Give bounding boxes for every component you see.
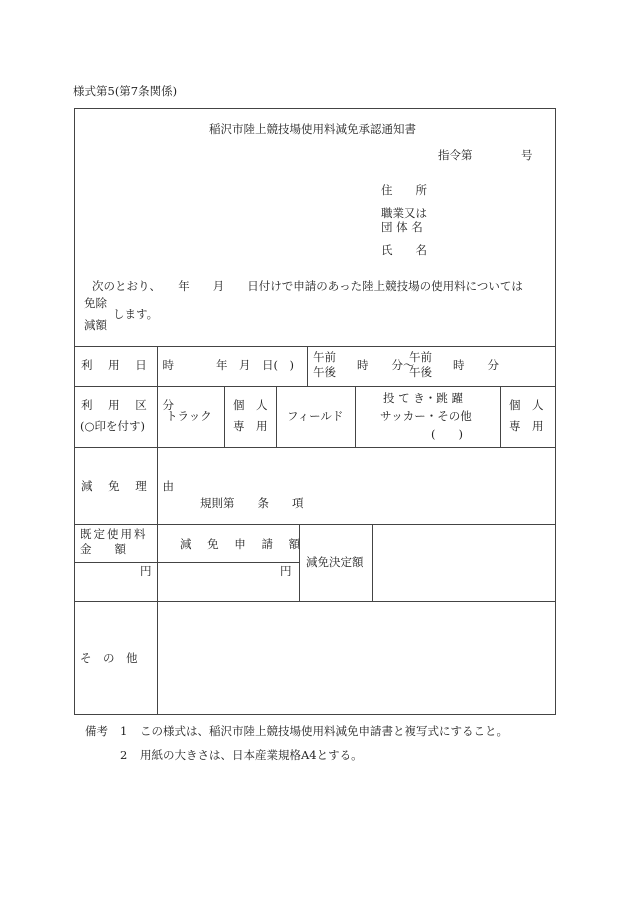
reference-suffix: 号	[521, 148, 533, 162]
pm-label-2: 午後	[409, 365, 432, 379]
exempt-option: 免除	[84, 296, 107, 310]
address-label: 住 所	[381, 183, 427, 197]
column-divider	[307, 346, 308, 386]
column-divider	[372, 524, 373, 601]
pm-label: 午後	[313, 365, 336, 379]
divider	[74, 524, 556, 525]
column-divider	[500, 386, 501, 447]
track-option: トラック	[166, 409, 212, 423]
standard-fee-label: 既定使用料	[80, 527, 148, 541]
rule-reference: 規則第 条 項	[200, 496, 304, 510]
soccer-other-option: サッカー・その他	[380, 409, 472, 423]
reduce-option: 減額	[84, 318, 107, 332]
decided-reduction-label: 減免決定額	[306, 555, 364, 569]
requested-reduction-label: 減 免 申 請 額	[180, 537, 307, 551]
amount-label: 金 額	[80, 542, 126, 556]
mark-instruction: (○印を付す)	[80, 419, 146, 433]
exclusive-option: 専 用	[233, 419, 268, 433]
divider	[74, 447, 556, 448]
column-divider	[276, 386, 277, 447]
personal-option-2: 個 人	[509, 398, 544, 412]
am-label: 午前	[313, 350, 336, 364]
notice-title: 稲沢市陸上競技場使用料減免承認通知書	[209, 122, 416, 136]
remark-1: この様式は、稲沢市陸上競技場使用料減免申請書と複写式にすること。	[140, 724, 508, 738]
organization-label: 団 体 名	[381, 220, 423, 234]
exclusive-option-2: 専 用	[509, 419, 544, 433]
column-divider	[355, 386, 356, 447]
remark-number-2: 2	[120, 748, 128, 762]
yen-unit-2: 円	[280, 564, 292, 578]
divider	[74, 386, 556, 387]
notice-body: 次のとおり、 年 月 日付けで申請のあった陸上競技場の使用料については	[92, 279, 523, 293]
divider	[74, 562, 299, 563]
time-from: 時 分〜	[357, 358, 415, 372]
reference-prefix: 指令第	[438, 148, 473, 162]
column-divider	[224, 386, 225, 447]
name-label: 氏 名	[381, 243, 427, 257]
remarks-heading: 備考	[85, 724, 108, 738]
occupation-label: 職業又は	[381, 206, 427, 220]
usage-datetime-label: 利 用 日 時	[81, 358, 180, 372]
divider	[74, 346, 556, 347]
remark-2: 用紙の大きさは、日本産業規格A4とする。	[140, 748, 363, 762]
throwing-jumping-option: 投 て き・跳 躍	[383, 391, 463, 405]
notice-body-end: します。	[113, 307, 159, 321]
column-divider	[299, 524, 300, 601]
other-label: そ の 他	[80, 651, 138, 665]
usage-category-label: 利 用 区 分	[81, 398, 180, 412]
yen-unit: 円	[140, 564, 152, 578]
usage-date: 年 月 日( )	[216, 358, 294, 372]
reduction-reason-label: 減 免 理 由	[81, 479, 180, 493]
personal-option: 個 人	[233, 398, 268, 412]
am-label-2: 午前	[409, 350, 432, 364]
field-option: フィールド	[287, 409, 344, 423]
remark-number-1: 1	[120, 724, 128, 738]
divider	[74, 601, 556, 602]
other-event-blank: ( )	[431, 427, 463, 441]
time-to: 時 分	[453, 358, 499, 372]
form-label: 様式第5(第7条関係)	[73, 84, 178, 98]
